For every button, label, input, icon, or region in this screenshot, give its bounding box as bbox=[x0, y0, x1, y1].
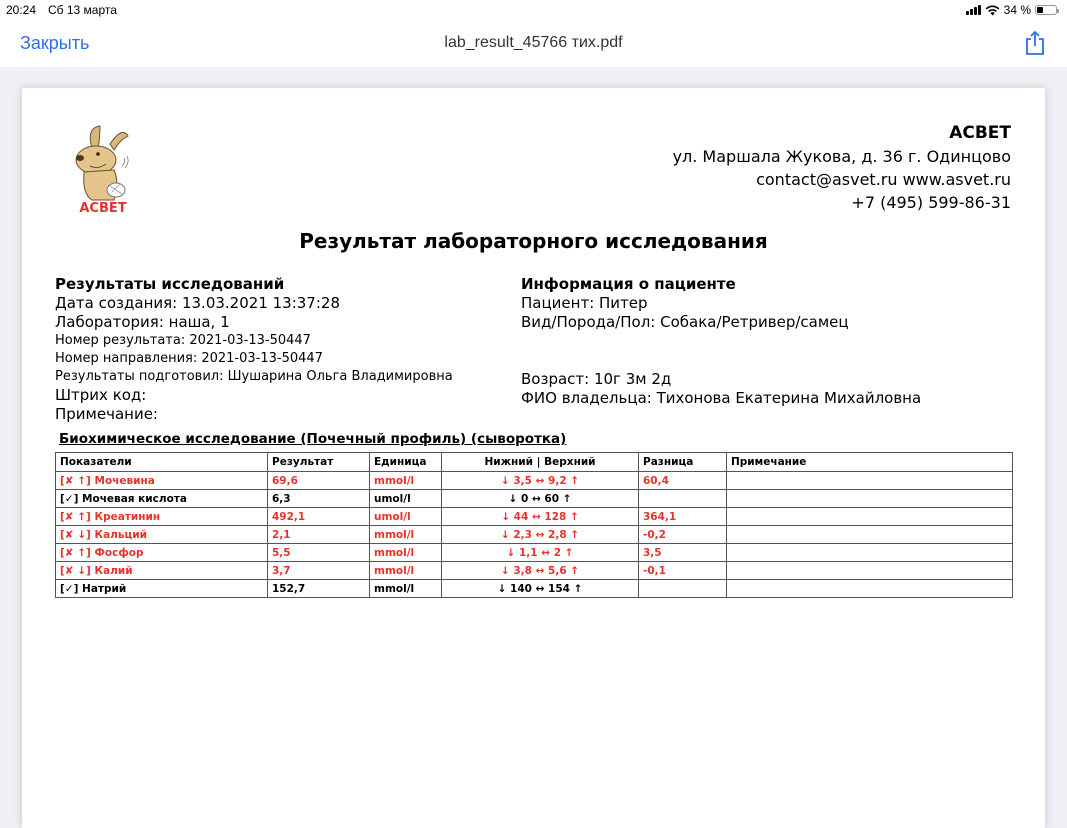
cell-result: 492,1 bbox=[268, 508, 370, 526]
status-date: Сб 13 марта bbox=[48, 3, 117, 17]
file-title: lab_result_45766 тих.pdf bbox=[444, 34, 623, 51]
clinic-address: ул. Маршала Жукова, д. 36 г. Одинцово bbox=[672, 147, 1011, 166]
battery-percent: 34 % bbox=[1003, 3, 1031, 17]
patient-heading: Информация о пациенте bbox=[521, 275, 736, 293]
results-table bbox=[55, 452, 1013, 598]
header-diff: Разница bbox=[639, 453, 727, 472]
cell-unit: umol/l bbox=[370, 490, 442, 508]
prepared-by: Результаты подготовил: Шушарина Ольга Владимировна bbox=[55, 369, 453, 384]
header-unit: Единица bbox=[370, 453, 442, 472]
table-row bbox=[56, 580, 1013, 598]
clinic-info bbox=[673, 122, 1011, 214]
owner-name: ФИО владельца: Тихонова Екатерина Михайловна bbox=[521, 389, 922, 407]
cell-range: ↓ 44 ↔ 128 ↑ bbox=[442, 508, 639, 526]
cell-note bbox=[727, 580, 1013, 598]
clinic-logo bbox=[70, 122, 136, 214]
patient-species: Вид/Порода/Пол: Собака/Ретривер/самец bbox=[521, 313, 849, 331]
laboratory: Лаборатория: наша, 1 bbox=[55, 313, 230, 331]
cell-diff: -0,2 bbox=[639, 526, 727, 544]
cell-diff: 60,4 bbox=[639, 472, 727, 490]
battery-icon bbox=[1035, 5, 1057, 15]
results-info bbox=[55, 274, 453, 424]
cell-unit: mmol/l bbox=[370, 580, 442, 598]
cell-indicator: [✓] Мочевая кислота bbox=[56, 490, 268, 508]
cell-unit: mmol/l bbox=[370, 472, 442, 490]
status-bar bbox=[0, 0, 1067, 20]
cell-range: ↓ 2,3 ↔ 2,8 ↑ bbox=[442, 526, 639, 544]
cell-unit: mmol/l bbox=[370, 544, 442, 562]
header-note: Примечание bbox=[727, 453, 1013, 472]
cell-range: ↓ 0 ↔ 60 ↑ bbox=[442, 490, 639, 508]
table-row bbox=[56, 526, 1013, 544]
patient-info bbox=[521, 274, 921, 408]
clinic-contacts: contact@asvet.ru www.asvet.ru bbox=[756, 170, 1011, 189]
cell-result: 5,5 bbox=[268, 544, 370, 562]
cell-diff bbox=[639, 580, 727, 598]
clinic-name: АСВЕТ bbox=[949, 123, 1011, 143]
share-icon[interactable] bbox=[1023, 30, 1047, 56]
cell-diff: -0,1 bbox=[639, 562, 727, 580]
clinic-phone: +7 (495) 599-86-31 bbox=[851, 193, 1011, 212]
status-indicators bbox=[966, 3, 1057, 17]
referral-number: Номер направления: 2021-03-13-50447 bbox=[55, 351, 323, 366]
cell-result: 3,7 bbox=[268, 562, 370, 580]
cell-unit: mmol/l bbox=[370, 562, 442, 580]
cell-range: ↓ 3,5 ↔ 9,2 ↑ bbox=[442, 472, 639, 490]
viewer-navbar bbox=[0, 20, 1067, 67]
created-date: Дата создания: 13.03.2021 13:37:28 bbox=[55, 294, 340, 312]
pdf-page[interactable] bbox=[22, 88, 1045, 828]
table-row bbox=[56, 490, 1013, 508]
cell-range: ↓ 1,1 ↔ 2 ↑ bbox=[442, 544, 639, 562]
patient-age: Возраст: 10г 3м 2д bbox=[521, 370, 672, 388]
table-row bbox=[56, 508, 1013, 526]
cell-result: 2,1 bbox=[268, 526, 370, 544]
results-heading: Результаты исследований bbox=[55, 275, 285, 293]
cell-indicator: [✘ ↓] Кальций bbox=[56, 526, 268, 544]
cell-diff bbox=[639, 490, 727, 508]
cellular-signal-icon bbox=[966, 5, 981, 15]
note: Примечание: bbox=[55, 405, 158, 423]
cell-note bbox=[727, 490, 1013, 508]
cell-diff: 3,5 bbox=[639, 544, 727, 562]
table-row bbox=[56, 472, 1013, 490]
cell-range: ↓ 3,8 ↔ 5,6 ↑ bbox=[442, 562, 639, 580]
status-time: 20:24 bbox=[6, 3, 37, 17]
cell-note bbox=[727, 508, 1013, 526]
barcode: Штрих код: bbox=[55, 386, 147, 404]
cell-result: 69,6 bbox=[268, 472, 370, 490]
cell-indicator: [✘ ↑] Мочевина bbox=[56, 472, 268, 490]
table-row bbox=[56, 544, 1013, 562]
cell-result: 6,3 bbox=[268, 490, 370, 508]
svg-text:АСВЕТ: АСВЕТ bbox=[79, 201, 127, 214]
cell-unit: mmol/l bbox=[370, 526, 442, 544]
cell-note bbox=[727, 544, 1013, 562]
table-header-row bbox=[56, 453, 1013, 472]
cell-indicator: [✘ ↑] Креатинин bbox=[56, 508, 268, 526]
document-title: Результат лабораторного исследования bbox=[299, 229, 768, 253]
cell-note bbox=[727, 562, 1013, 580]
cell-result: 152,7 bbox=[268, 580, 370, 598]
close-button[interactable]: Закрыть bbox=[20, 33, 90, 53]
cell-range: ↓ 140 ↔ 154 ↑ bbox=[442, 580, 639, 598]
cell-indicator: [✘ ↑] Фосфор bbox=[56, 544, 268, 562]
cell-diff: 364,1 bbox=[639, 508, 727, 526]
header-indicator: Показатели bbox=[56, 453, 268, 472]
cell-indicator: [✓] Натрий bbox=[56, 580, 268, 598]
wifi-icon bbox=[985, 5, 1000, 16]
cell-indicator: [✘ ↓] Калий bbox=[56, 562, 268, 580]
result-number: Номер результата: 2021-03-13-50447 bbox=[55, 333, 311, 348]
cell-note bbox=[727, 526, 1013, 544]
table-row bbox=[56, 562, 1013, 580]
patient-name: Пациент: Питер bbox=[521, 294, 648, 312]
section-title: Биохимическое исследование (Почечный профиль) (сыворотка) bbox=[59, 431, 567, 447]
cell-note bbox=[727, 472, 1013, 490]
header-range: Нижний | Верхний bbox=[442, 453, 639, 472]
cell-unit: umol/l bbox=[370, 508, 442, 526]
header-result: Результат bbox=[268, 453, 370, 472]
